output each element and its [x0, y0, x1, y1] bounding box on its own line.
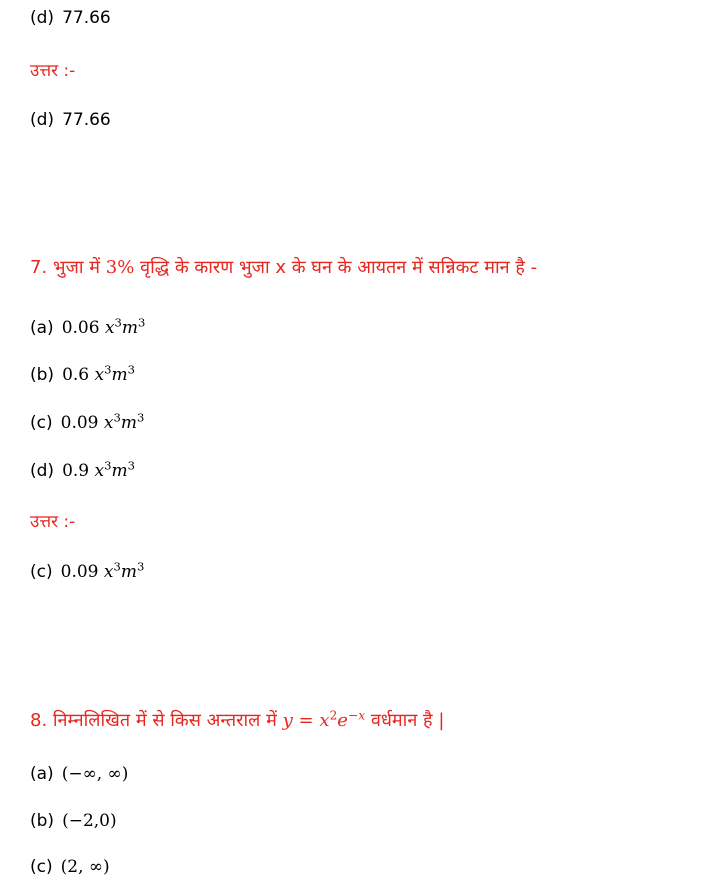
option-label: (c): [30, 413, 53, 433]
q8-option-a: [30, 762, 128, 786]
q7-text-after: वृद्धि के कारण भुजा x के घन के आयतन में सन्निकट मान है -: [140, 257, 538, 278]
q6-answer: [30, 108, 111, 132]
q7-option-c: [30, 411, 144, 435]
option-coef: 0.6: [62, 365, 90, 385]
q8-question: [30, 709, 444, 733]
option-label: (c): [30, 857, 53, 877]
exp: 3: [104, 458, 112, 473]
q7-option-b: [30, 363, 135, 387]
option-label: (a): [30, 318, 54, 338]
q8-text-after: वर्धमान है |: [370, 710, 445, 731]
q7-text-before: 7. भुजा में: [30, 257, 101, 278]
exp: 3: [114, 315, 122, 330]
option-label: (d): [30, 8, 55, 28]
var-x: x: [104, 318, 115, 338]
option-coef: 0.09: [60, 413, 99, 433]
var-x: x: [103, 562, 114, 582]
q6-option-d: [30, 6, 111, 30]
var-x: x: [103, 413, 114, 433]
q8-text-before: 8. निम्नलिखित में से किस अन्तराल में: [30, 710, 277, 731]
option-value: (−∞, ∞): [61, 764, 129, 784]
option-value: 77.66: [62, 8, 111, 28]
answer-option-label: (c): [30, 562, 53, 582]
answer-option-label: (d): [30, 110, 55, 130]
eq-e-exp: −x: [347, 708, 366, 723]
option-label: (d): [30, 461, 55, 481]
option-coef: 0.06: [61, 318, 100, 338]
option-value: (2, ∞): [60, 857, 110, 877]
option-label: (b): [30, 365, 55, 385]
eq-x-exp: 2: [329, 708, 338, 723]
option-coef: 0.9: [62, 461, 90, 481]
option-value: (−2,0): [62, 811, 117, 831]
q6-answer-label: उत्तर :-: [30, 61, 76, 81]
exp: 3: [127, 458, 135, 473]
var-x: x: [94, 461, 105, 481]
eq-y: y: [282, 710, 293, 731]
q7-percent: 3%: [105, 257, 135, 278]
eq-x: x: [319, 710, 330, 731]
var-m: m: [120, 413, 137, 433]
option-label: (a): [30, 764, 54, 784]
q7-option-a: [30, 316, 145, 340]
q7-answer-label: उत्तर :-: [30, 512, 76, 532]
q7-option-d: [30, 459, 135, 483]
q8-option-b: [30, 809, 117, 833]
q8-option-c: [30, 855, 110, 879]
exp: 3: [127, 362, 135, 377]
q7-question: [30, 256, 537, 280]
exp: 3: [113, 559, 121, 574]
eq-e: e: [337, 710, 348, 731]
var-m: m: [120, 562, 137, 582]
exp: 3: [136, 410, 145, 425]
var-m: m: [111, 365, 128, 385]
option-label: (b): [30, 811, 55, 831]
exp: 3: [113, 410, 121, 425]
var-x: x: [94, 365, 105, 385]
exp: 3: [104, 362, 112, 377]
q7-answer: [30, 560, 144, 584]
exp: 3: [138, 315, 146, 330]
exp: 3: [136, 559, 145, 574]
var-m: m: [111, 461, 128, 481]
answer-option-value: 77.66: [62, 110, 111, 130]
answer-coef: 0.09: [60, 562, 99, 582]
var-m: m: [121, 318, 139, 338]
eq-equals: =: [298, 710, 314, 731]
